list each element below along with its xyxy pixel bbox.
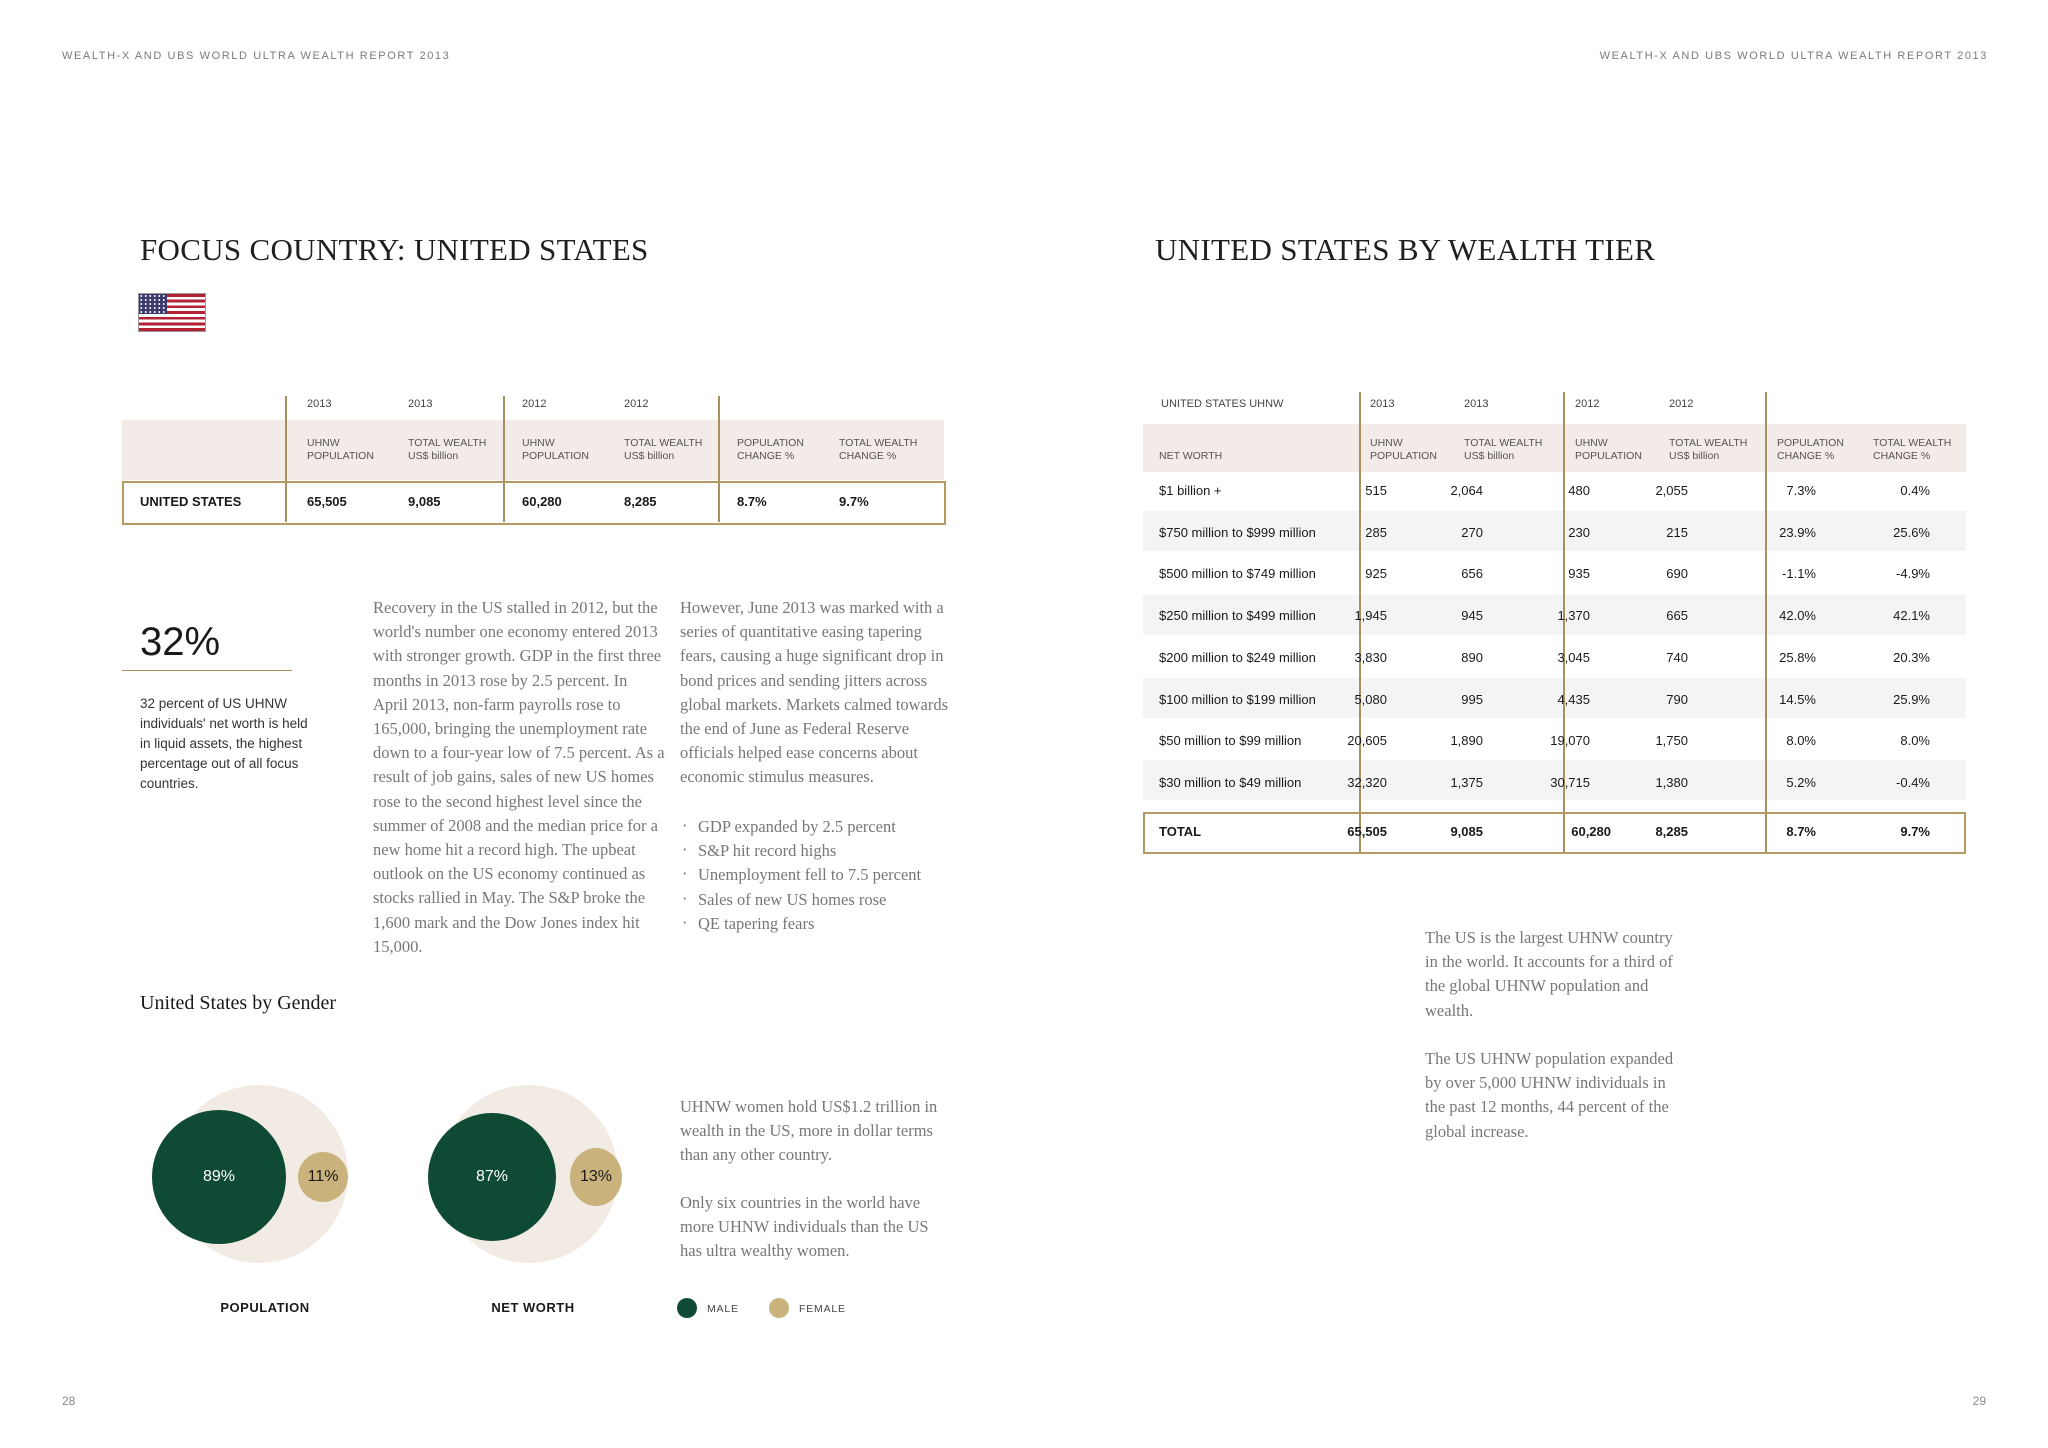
bullet-list bbox=[680, 815, 952, 936]
table-cell: 30,715 bbox=[1550, 775, 1590, 790]
page-title-left: FOCUS COUNTRY: UNITED STATES bbox=[140, 232, 649, 267]
table-cell: 25.9% bbox=[1893, 692, 1930, 707]
table-cell: 995 bbox=[1461, 692, 1483, 707]
list-item: · Unemployment fell to 7.5 percent bbox=[680, 863, 952, 887]
table-cell: 9.7% bbox=[1900, 824, 1930, 839]
gender-note-1: UHNW women hold US$1.2 trillion in wealth in the US, more in dollar terms than any other country. bbox=[680, 1097, 938, 1165]
running-header-left: WEALTH-X AND UBS WORLD ULTRA WEALTH REPORT 2013 bbox=[62, 50, 451, 62]
table-cell: 7.3% bbox=[1786, 483, 1816, 498]
table-cell: 32,320 bbox=[1347, 775, 1387, 790]
table-cell: 60,280 bbox=[1571, 824, 1611, 839]
row-label: $200 million to $249 million bbox=[1159, 650, 1316, 665]
table-cell: 23.9% bbox=[1779, 525, 1816, 540]
wealth-tier-table bbox=[1143, 392, 1966, 852]
table-cell: 2,064 bbox=[1450, 483, 1483, 498]
year-label: 2012 bbox=[1669, 398, 1694, 410]
table-cell: 42.1% bbox=[1893, 608, 1930, 623]
us-flag-icon bbox=[138, 293, 206, 332]
stat-description: 32 percent of US UHNW individuals' net worth is held in liquid assets, the highest percentage out of all focus countries. bbox=[140, 696, 308, 791]
table-cell: 925 bbox=[1365, 566, 1387, 581]
page-number-right: 29 bbox=[1972, 1394, 1986, 1408]
table-cell: 14.5% bbox=[1779, 692, 1816, 707]
list-item: · QE tapering fears bbox=[680, 912, 952, 936]
column-header: POPULATION CHANGE % bbox=[737, 437, 804, 462]
table-cell: 270 bbox=[1461, 525, 1483, 540]
table-cell: 285 bbox=[1365, 525, 1387, 540]
table-cell: 9,085 bbox=[408, 494, 441, 509]
table-cell: 1,945 bbox=[1354, 608, 1387, 623]
table-cell: 656 bbox=[1461, 566, 1483, 581]
female-percent: 11% bbox=[307, 1168, 339, 1185]
table-cell: 1,375 bbox=[1450, 775, 1483, 790]
table-cell: 8.7% bbox=[737, 494, 767, 509]
table-cell: 8,285 bbox=[624, 494, 657, 509]
table-cell: 740 bbox=[1666, 650, 1688, 665]
row-label: $1 billion + bbox=[1159, 483, 1222, 498]
male-percent: 87% bbox=[475, 1168, 509, 1185]
table-cell: 5.2% bbox=[1786, 775, 1816, 790]
column-header: TOTAL WEALTH US$ billion bbox=[408, 437, 487, 462]
right-note-1: The US is the largest UHNW country in the world. It accounts for a third of the global UHNW population and wealth. bbox=[1425, 928, 1673, 1020]
table-cell: -4.9% bbox=[1896, 566, 1930, 581]
table-cell: 8.0% bbox=[1900, 733, 1930, 748]
stat-divider bbox=[122, 670, 292, 671]
table-cell: 690 bbox=[1666, 566, 1688, 581]
population-male-bubble bbox=[152, 1110, 286, 1244]
chart-label: NET WORTH bbox=[491, 1300, 575, 1315]
total-row-box bbox=[1143, 812, 1966, 854]
column-header: UHNW POPULATION bbox=[522, 437, 589, 462]
row-label: $50 million to $99 million bbox=[1159, 733, 1302, 748]
row-label: $250 million to $499 million bbox=[1159, 608, 1316, 623]
table-divider bbox=[1765, 392, 1767, 852]
female-percent: 13% bbox=[579, 1168, 613, 1185]
column-header: TOTAL WEALTH US$ billion bbox=[1464, 437, 1543, 462]
year-label: 2012 bbox=[624, 398, 649, 410]
column-header: TOTAL WEALTH US$ billion bbox=[1669, 437, 1748, 462]
row-label: $750 million to $999 million bbox=[1159, 525, 1316, 540]
table-cell: 945 bbox=[1461, 608, 1483, 623]
table-cell: 25.8% bbox=[1779, 650, 1816, 665]
column-header: UHNW POPULATION bbox=[1370, 437, 1437, 462]
page-number-left: 28 bbox=[62, 1394, 76, 1408]
networth-male-bubble bbox=[428, 1113, 556, 1241]
population-female-bubble bbox=[298, 1152, 348, 1202]
chart-label: POPULATION bbox=[220, 1300, 310, 1315]
table-cell: 215 bbox=[1666, 525, 1688, 540]
table-cell: 20.3% bbox=[1893, 650, 1930, 665]
gender-section-title: United States by Gender bbox=[140, 992, 337, 1014]
table-cell: 60,280 bbox=[522, 494, 562, 509]
table-cell: 65,505 bbox=[307, 494, 347, 509]
table-cell: 935 bbox=[1568, 566, 1590, 581]
table-cell: 665 bbox=[1666, 608, 1688, 623]
year-label: 2012 bbox=[522, 398, 547, 410]
table-cell: 1,750 bbox=[1655, 733, 1688, 748]
row-label: $100 million to $199 million bbox=[1159, 692, 1316, 707]
table-cell: 9.7% bbox=[839, 494, 869, 509]
page-title-right: UNITED STATES BY WEALTH TIER bbox=[1155, 232, 1656, 267]
table-cell: 4,435 bbox=[1557, 692, 1590, 707]
year-label: 2013 bbox=[307, 398, 332, 410]
table-cell: 0.4% bbox=[1900, 483, 1930, 498]
row-header: NET WORTH bbox=[1159, 450, 1223, 462]
table-cell: 25.6% bbox=[1893, 525, 1930, 540]
row-label: $30 million to $49 million bbox=[1159, 775, 1302, 790]
table-cell: 19,070 bbox=[1550, 733, 1590, 748]
table-cell: 42.0% bbox=[1779, 608, 1816, 623]
male-percent: 89% bbox=[202, 1168, 236, 1185]
year-label: 2013 bbox=[1370, 398, 1395, 410]
year-label: 2013 bbox=[1464, 398, 1489, 410]
table-cell: 1,380 bbox=[1655, 775, 1688, 790]
table-cell: -0.4% bbox=[1896, 775, 1930, 790]
gender-note-2: Only six countries in the world have more UHNW individuals than the US has ultra wealthy women. bbox=[680, 1193, 929, 1261]
table-cell: 515 bbox=[1365, 483, 1387, 498]
row-label: UNITED STATES bbox=[140, 494, 242, 509]
table-cell: 8.7% bbox=[1786, 824, 1816, 839]
body-column-2: However, June 2013 was marked with a series of quantitative easing tapering fears, causing a huge significant drop in bond prices and sending jitters across global markets. Markets calmed towards the end of June as Federal Reserve officials helped ease concerns about economic stimulus measures. bbox=[680, 598, 949, 787]
column-header: TOTAL WEALTH US$ billion bbox=[624, 437, 703, 462]
row-label: TOTAL bbox=[1159, 824, 1202, 839]
table-cell: 8,285 bbox=[1655, 824, 1688, 839]
row-label: $500 million to $749 million bbox=[1159, 566, 1316, 581]
table-cell: 480 bbox=[1568, 483, 1590, 498]
table-cell: 3,830 bbox=[1354, 650, 1387, 665]
table-cell: 9,085 bbox=[1450, 824, 1483, 839]
column-header: TOTAL WEALTH CHANGE % bbox=[1873, 437, 1952, 462]
right-note-2: The US UHNW population expanded by over 5,000 UHNW individuals in the past 12 months, 44 percent of the global increase. bbox=[1425, 1049, 1674, 1141]
list-item: · GDP expanded by 2.5 percent bbox=[680, 815, 952, 839]
column-header: TOTAL WEALTH CHANGE % bbox=[839, 437, 918, 462]
table-cell: 3,045 bbox=[1557, 650, 1590, 665]
year-label: 2013 bbox=[408, 398, 433, 410]
column-header: UHNW POPULATION bbox=[1575, 437, 1642, 462]
table-cell: 890 bbox=[1461, 650, 1483, 665]
list-item: · S&P hit record highs bbox=[680, 839, 952, 863]
running-header-right: WEALTH-X AND UBS WORLD ULTRA WEALTH REPORT 2013 bbox=[1599, 50, 1988, 62]
female-legend-icon bbox=[769, 1298, 789, 1318]
table-cell: 5,080 bbox=[1354, 692, 1387, 707]
stat-value: 32% bbox=[140, 620, 221, 664]
table-cell: -1.1% bbox=[1782, 566, 1816, 581]
corner-label: UNITED STATES UHNW bbox=[1161, 398, 1284, 410]
networth-female-bubble bbox=[570, 1148, 622, 1206]
table-cell: 790 bbox=[1666, 692, 1688, 707]
table-cell: 20,605 bbox=[1347, 733, 1387, 748]
table-cell: 230 bbox=[1568, 525, 1590, 540]
legend-label: FEMALE bbox=[799, 1303, 846, 1315]
table-cell: 1,890 bbox=[1450, 733, 1483, 748]
table-cell: 65,505 bbox=[1347, 824, 1387, 839]
list-item: · Sales of new US homes rose bbox=[680, 888, 952, 912]
column-header: UHNW POPULATION bbox=[307, 437, 374, 462]
year-label: 2012 bbox=[1575, 398, 1600, 410]
male-legend-icon bbox=[677, 1298, 697, 1318]
legend-label: MALE bbox=[707, 1303, 739, 1315]
table-cell: 1,370 bbox=[1557, 608, 1590, 623]
column-header: POPULATION CHANGE % bbox=[1777, 437, 1844, 462]
table-cell: 8.0% bbox=[1786, 733, 1816, 748]
body-column-1: Recovery in the US stalled in 2012, but the world's number one economy entered 2013 with stronger growth. GDP in the first three months in 2013 rose by 2.5 percent. In April 2013, non-farm payrolls rose to 165,000, bringing the unemployment rate down to a four-year low of 7.5 percent. As a result of job gains, sales of new US homes rose to the second highest level since the summer of 2008 and the median price for a new home hit a record high. The upbeat outlook on the US economy continued as stocks rallied in May. The S&P broke the 1,600 mark and the Dow Jones index hit 15,000. bbox=[373, 598, 665, 956]
table-cell: 2,055 bbox=[1655, 483, 1688, 498]
